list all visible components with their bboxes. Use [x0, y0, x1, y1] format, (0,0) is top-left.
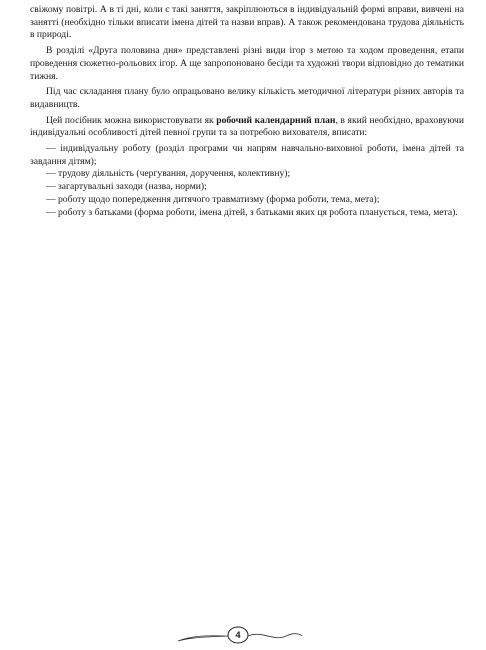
paragraph-second-half-day: В розділі «Друга половина дня» представлені різні види ігор з метою та ходом проведення, етапи проведення сюжетно-рольових ігор. А ще запропоновано бесіди та художні твори відповідно до тематики тижня. — [30, 45, 464, 82]
paragraph-usage — [30, 115, 464, 140]
paragraph-literature: Під час складання плану було опрацьовано велику кількість методичної літератури різних авторів та видавництв. — [30, 86, 464, 110]
list-item — [30, 207, 464, 220]
list-dash: — — [46, 193, 56, 205]
document-page — [30, 4, 464, 219]
usage-text-start: Цей посібник можна використовувати як — [46, 114, 217, 126]
list-item-text: роботу з батьками (форма роботи, імена дітей, з батьками яких ця робота планується, тема, мета). — [58, 206, 458, 218]
usage-list — [30, 143, 464, 219]
paragraph-outdoor: свіжому повітрі. А в ті дні, коли є такі заняття, закріплюються в індивідуальній формі вправи, вивчені на занятті (необхідно тільки вписати імена дітей та назви вправ). А також рекомендована трудова діяльність в природі. — [30, 4, 464, 41]
list-item-text: роботу щодо попередження дитячого травматизму (форма роботи, тема, мета); — [58, 193, 380, 205]
list-item — [30, 143, 464, 168]
list-item — [30, 168, 464, 181]
list-item — [30, 194, 464, 207]
page-footer — [0, 622, 486, 650]
list-dash: — — [46, 206, 56, 218]
page-number: 4 — [235, 630, 241, 640]
usage-text-end: , в який необхідно, враховуючи індивідуальні особливості дітей певної групи та за потребою вихователя, вписати: — [30, 114, 464, 139]
list-dash: — — [46, 168, 56, 180]
list-item-text: загартувальні заходи (назва, норми); — [58, 181, 207, 193]
list-item-text: індивідуальну роботу (розділ програми чи напрям навчально-виховної роботи, імена дітей та завдання дітям); — [30, 143, 465, 167]
list-dash: — — [46, 143, 56, 155]
usage-bold-term: робочий календарний план — [216, 114, 336, 126]
list-item-text: трудову діяльність (чергування, доручення, колективну); — [58, 168, 291, 180]
list-item — [30, 181, 464, 194]
list-dash: — — [46, 181, 56, 193]
